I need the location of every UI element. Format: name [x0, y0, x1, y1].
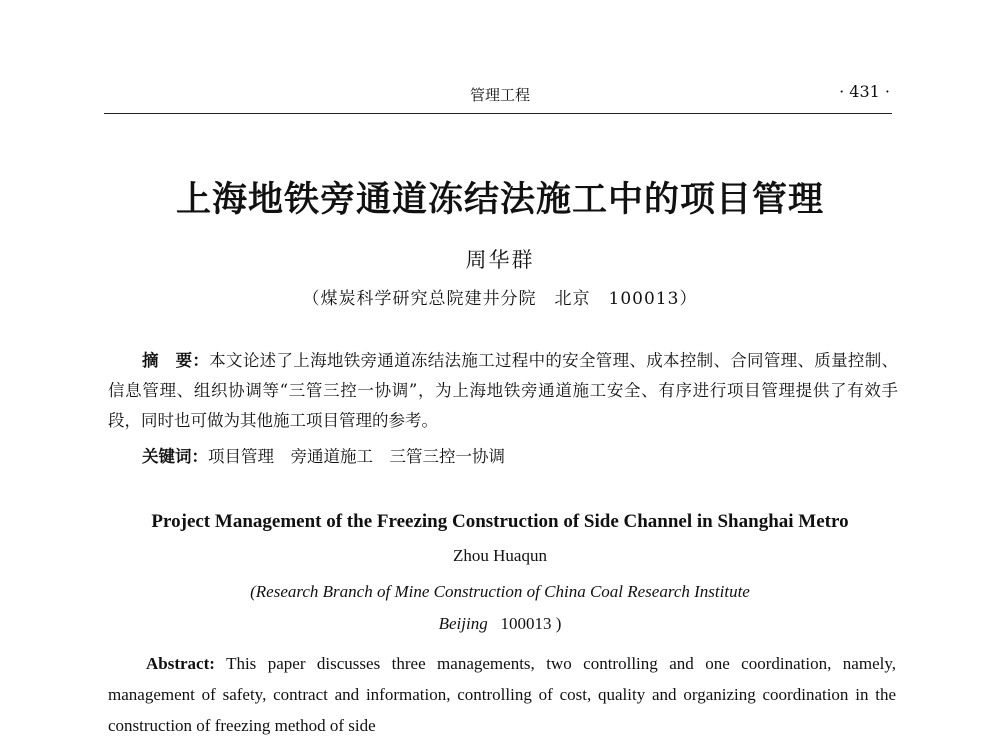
abstract-en-text: This paper discusses three managements, two controlling and one coordination, namely, management of safety, contract and information, controlling of cost, quality and organizing coordination in the construction of freezing method of side — [108, 654, 896, 735]
keywords-cn — [142, 443, 882, 467]
abstract-cn — [108, 346, 898, 436]
abstract-cn-label: 摘 要： — [142, 351, 210, 370]
abstract-cn-text: 本文论述了上海地铁旁通道冻结法施工过程中的安全管理、成本控制、合同管理、质量控制、信息管理、组织协调等“三管三控一协调”，为上海地铁旁通道施工安全、有序进行项目管理提供了有效手段，同时也可做为其他施工项目管理的参考。 — [108, 351, 899, 430]
paper-title-en: Project Management of the Freezing Construction of Side Channel in Shanghai Metro — [151, 511, 849, 532]
affiliation-en-line1: (Research Branch of Mine Construction of China Coal Research Institute — [250, 582, 750, 601]
affiliation-en-line2 — [0, 608, 1000, 640]
affiliation-en-zip: 100013 ) — [500, 614, 562, 633]
abstract-en-label: Abstract: — [146, 654, 215, 673]
keywords-cn-text: 项目管理 旁通道施工 三管三控一协调 — [208, 447, 505, 466]
affiliation-en-city: Beijing — [438, 614, 488, 633]
author-name-en: Zhou Huaqun — [453, 546, 547, 565]
affiliation-cn: （煤炭科学研究总院建井分院 北京 100013） — [302, 289, 698, 309]
page-number: · 431 · — [839, 82, 890, 101]
author-name-cn: 周华群 — [465, 248, 535, 272]
abstract-en — [108, 648, 896, 741]
header-rule — [104, 113, 892, 114]
paper-title-cn: 上海地铁旁通道冻结法施工中的项目管理 — [175, 180, 824, 220]
keywords-cn-label: 关键词： — [142, 447, 208, 466]
affiliation-en — [0, 576, 1000, 640]
running-header-section: 管理工程 — [469, 86, 530, 104]
